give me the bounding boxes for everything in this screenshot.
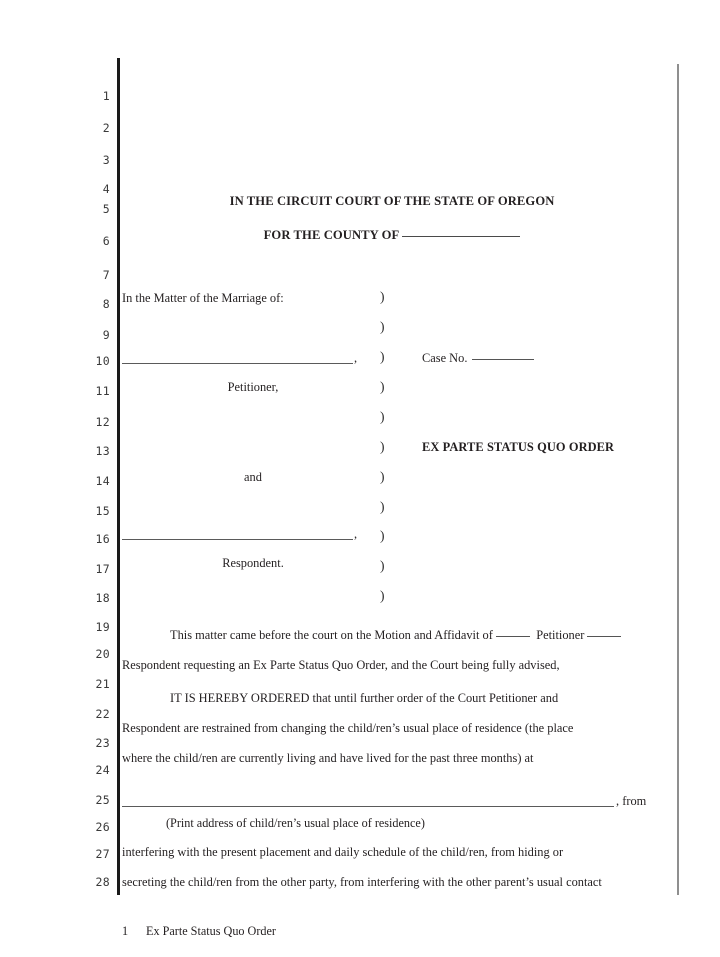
footer-page-number: 1: [122, 924, 129, 938]
paragraph-2-line-4: interfering with the present placement and daily schedule of the child/ren, from hiding or: [122, 845, 564, 859]
line-number: 27: [95, 847, 110, 861]
document-body: [122, 58, 678, 895]
petitioner-label: Petitioner,: [227, 380, 279, 394]
footer-title: Ex Parte Status Quo Order: [146, 924, 276, 938]
line-number: 15: [95, 504, 110, 518]
county-blank[interactable]: [402, 236, 520, 237]
line-number: 26: [95, 820, 110, 834]
and-label: and: [244, 470, 262, 484]
paragraph-2-line-1: [122, 691, 678, 705]
line-number: 22: [95, 707, 110, 721]
line-number: 8: [102, 297, 110, 311]
paragraph-2-line-5: secreting the child/ren from the other party, from interfering with the other parent’s usual contact: [122, 875, 602, 889]
pleading-left-rule: [117, 58, 120, 895]
line-number: 10: [95, 354, 110, 368]
caption-paren: ): [380, 319, 385, 334]
paragraph-1-line-1: [122, 628, 678, 642]
paragraph-1-text-b: Petitioner: [536, 628, 585, 642]
respondent-checkbox-blank[interactable]: [587, 636, 621, 637]
document-title: EX PARTE STATUS QUO ORDER: [422, 440, 615, 454]
line-number: 17: [95, 562, 110, 576]
line-number: 2: [102, 121, 110, 135]
paragraph-1-text-a: This matter came before the court on the Motion and Affidavit of: [170, 628, 493, 642]
respondent-name-blank[interactable]: [122, 539, 353, 540]
caption-paren: ): [380, 379, 385, 394]
line-number: 11: [95, 384, 110, 398]
line-number: 6: [102, 234, 110, 248]
court-heading-line2: [122, 228, 662, 243]
line-number: 16: [95, 532, 110, 546]
petitioner-checkbox-blank[interactable]: [496, 636, 530, 637]
line-number: 1: [102, 89, 110, 103]
petitioner-name-comma: ,: [354, 351, 358, 365]
line-number: 3: [102, 153, 110, 167]
case-number-blank[interactable]: [472, 359, 534, 360]
address-blank[interactable]: [122, 806, 614, 807]
paragraph-2-line-3: where the child/ren are currently living and have lived for the past three months) at: [122, 751, 534, 765]
caption-paren: ): [380, 349, 385, 364]
line-number: 21: [95, 677, 110, 691]
county-label: FOR THE COUNTY OF: [263, 228, 400, 242]
line-number: 7: [102, 268, 110, 282]
respondent-label: Respondent.: [222, 556, 284, 570]
page-footer: [122, 924, 276, 939]
line-number: 13: [95, 444, 110, 458]
caption-paren: ): [380, 289, 385, 304]
caption-paren: ): [380, 558, 385, 573]
line-number: 12: [95, 415, 110, 429]
line-number: 5: [102, 202, 110, 216]
matter-label: In the Matter of the Marriage of:: [122, 291, 284, 305]
caption-paren: ): [380, 469, 385, 484]
line-number: 20: [95, 647, 110, 661]
line-number: 23: [95, 736, 110, 750]
line-number: 4: [102, 182, 110, 196]
line-number: 25: [95, 793, 110, 807]
line-number: 24: [95, 763, 110, 777]
line-number-column: [76, 58, 110, 895]
caption-paren: ): [380, 588, 385, 603]
line-number: 14: [95, 474, 110, 488]
respondent-name-comma: ,: [354, 527, 358, 541]
caption-paren: ): [380, 528, 385, 543]
line-number: 18: [95, 591, 110, 605]
address-tail-text: , from: [616, 794, 647, 808]
line-number: 9: [102, 328, 110, 342]
paragraph-1-line-2: Respondent requesting an Ex Parte Status Quo Order, and the Court being fully advised,: [122, 658, 560, 672]
caption-paren: ): [380, 499, 385, 514]
line-number: 28: [95, 875, 110, 889]
case-number-field: [422, 351, 534, 366]
line-number: 19: [95, 620, 110, 634]
petitioner-name-blank[interactable]: [122, 363, 353, 364]
paragraph-2-line-2: Respondent are restrained from changing the child/ren’s usual place of residence (the place: [122, 721, 574, 735]
paragraph-2-text: IT IS HEREBY ORDERED that until further order of the Court Petitioner and: [170, 691, 559, 705]
case-number-label: Case No.: [422, 351, 468, 365]
caption-paren: ): [380, 439, 385, 454]
caption-paren: ): [380, 409, 385, 424]
court-heading-line1: IN THE CIRCUIT COURT OF THE STATE OF OREGON: [229, 194, 555, 208]
address-caption: (Print address of child/ren’s usual place of residence): [166, 816, 425, 830]
